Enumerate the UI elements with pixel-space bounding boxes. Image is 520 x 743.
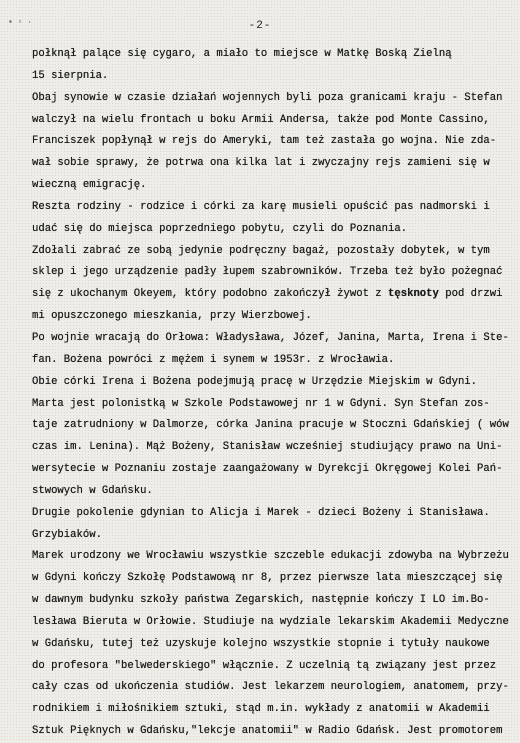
text-line: wersytecie w Poznaniu zostaje zaangażowany w Dyrekcji Okręgowej Kolei Pań- <box>32 463 503 476</box>
text-line: w Gdyni kończy Szkołę Podstawową nr 8, przez pierwsze lata mieszczącej się <box>32 572 503 585</box>
text-line: Obie córki Irena i Bożena podejmują pracę w Urzędzie Miejskim w Gdyni. <box>32 375 478 388</box>
text-line: Marta jest polonistką w Szkole Podstawowej nr 1 w Gdyni. Syn Stefan zos- <box>32 397 490 410</box>
page-number: -2- <box>248 20 272 32</box>
scan-marks: ▪ ▫ · <box>8 18 33 27</box>
text-line: do profesora "belwederskiego" włącznie. Z uczelnią tą związany jest przez <box>32 659 497 672</box>
text-line: taje zatrudniony w Dalmorze, córka Janina pracuje w Stoczni Gdańskiej ( wów <box>32 419 509 432</box>
text-line: Marek urodzony we Wrocławiu wszystkie szczeble edukacji zdowyba na Wybrzeżu <box>32 550 509 563</box>
text-line: sklep i jego urządzenie padły łupem szabrowników. Trzeba też było pożegnać <box>32 266 503 279</box>
text-line: w dawnym budynku szkoły państwa Zegarskich, następnie kończy I LO im.Bo- <box>32 594 490 607</box>
text-line: udać się do miejsca poprzedniego pobytu, czyli do Poznania. <box>32 222 408 235</box>
text-line: czas im. Lenina). Mąż Bożeny, Stanisław wcześniej studiujący prawo na Uni- <box>32 441 503 454</box>
bold-word: tęsknoty <box>388 288 439 301</box>
text-line: wał sobie sprawy, że potrwa ona kilka lat i zwyczajny rejs zamieni się w <box>32 157 490 170</box>
text-line: Po wojnie wracają do Orłowa: Władysława, Józef, Janina, Marta, Irena i Ste- <box>32 331 509 344</box>
text-line: fan. Bożena powróci z mężem i synem w 1953r. z Wrocławia. <box>32 353 395 366</box>
text-line: stwowych w Gdańsku. <box>32 484 153 497</box>
text-line <box>32 284 520 306</box>
text-line: Zdołali zabrać ze sobą jedynie podręczny bagaż, pozostały dobytek, w tym <box>32 244 490 257</box>
text-line: w Gdańsku, tutej też uzyskuje kolejno wszystkie stopnie i tytuły naukowe <box>32 637 490 650</box>
text-line: lesława Bieruta w Orłowie. Studiuje na wydziale lekarskim Akademii Medyczne <box>32 615 509 628</box>
text-line: walczył na wielu frontach u boku Armii Andersa, także pod Monte Cassino, <box>32 113 490 126</box>
text-line: cały czas od ukończenia studiów. Jest lekarzem neurologiem, anatomem, przy- <box>32 681 509 694</box>
text-line: Drugie pokolenie gdynian to Alicja i Marek - dzieci Bożeny i Stanisława. <box>32 506 490 519</box>
text-line: Grzybiaków. <box>32 528 102 541</box>
text-line: wieczną emigrację. <box>32 179 147 192</box>
text-line: Reszta rodziny - rodzice i córki za karę musieli opuścić pas nadmorski i <box>32 200 490 213</box>
text-line: mi opuszczonego mieszkania, przy Wierzbowej. <box>32 310 312 323</box>
text-segment: się z ukochanym Okeyem, który podobno zakończył żywot z <box>32 288 389 301</box>
text-line: Sztuk Pięknych w Gdańsku,"lekcje anatomii" w Radio Gdańsk. Jest promotorem <box>32 725 503 738</box>
text-line: Franciszek popłynął w rejs do Ameryki, tam też zastała go wojna. Nie zda- <box>32 135 497 148</box>
body-text <box>32 44 520 743</box>
text-line: 15 sierpnia. <box>32 69 109 82</box>
text-line: Obaj synowie w czasie działań wojennych byli poza granicami kraju - Stefan <box>32 91 503 104</box>
text-line: rodnikiem i miłośnikiem sztuki, stąd m.in. wykłady z anatomii w Akademii <box>32 703 490 716</box>
text-segment: pod drzwi <box>438 288 503 301</box>
text-line: połknął palące się cygaro, a miało to miejsce w Matkę Boską Zielną <box>32 48 452 60</box>
